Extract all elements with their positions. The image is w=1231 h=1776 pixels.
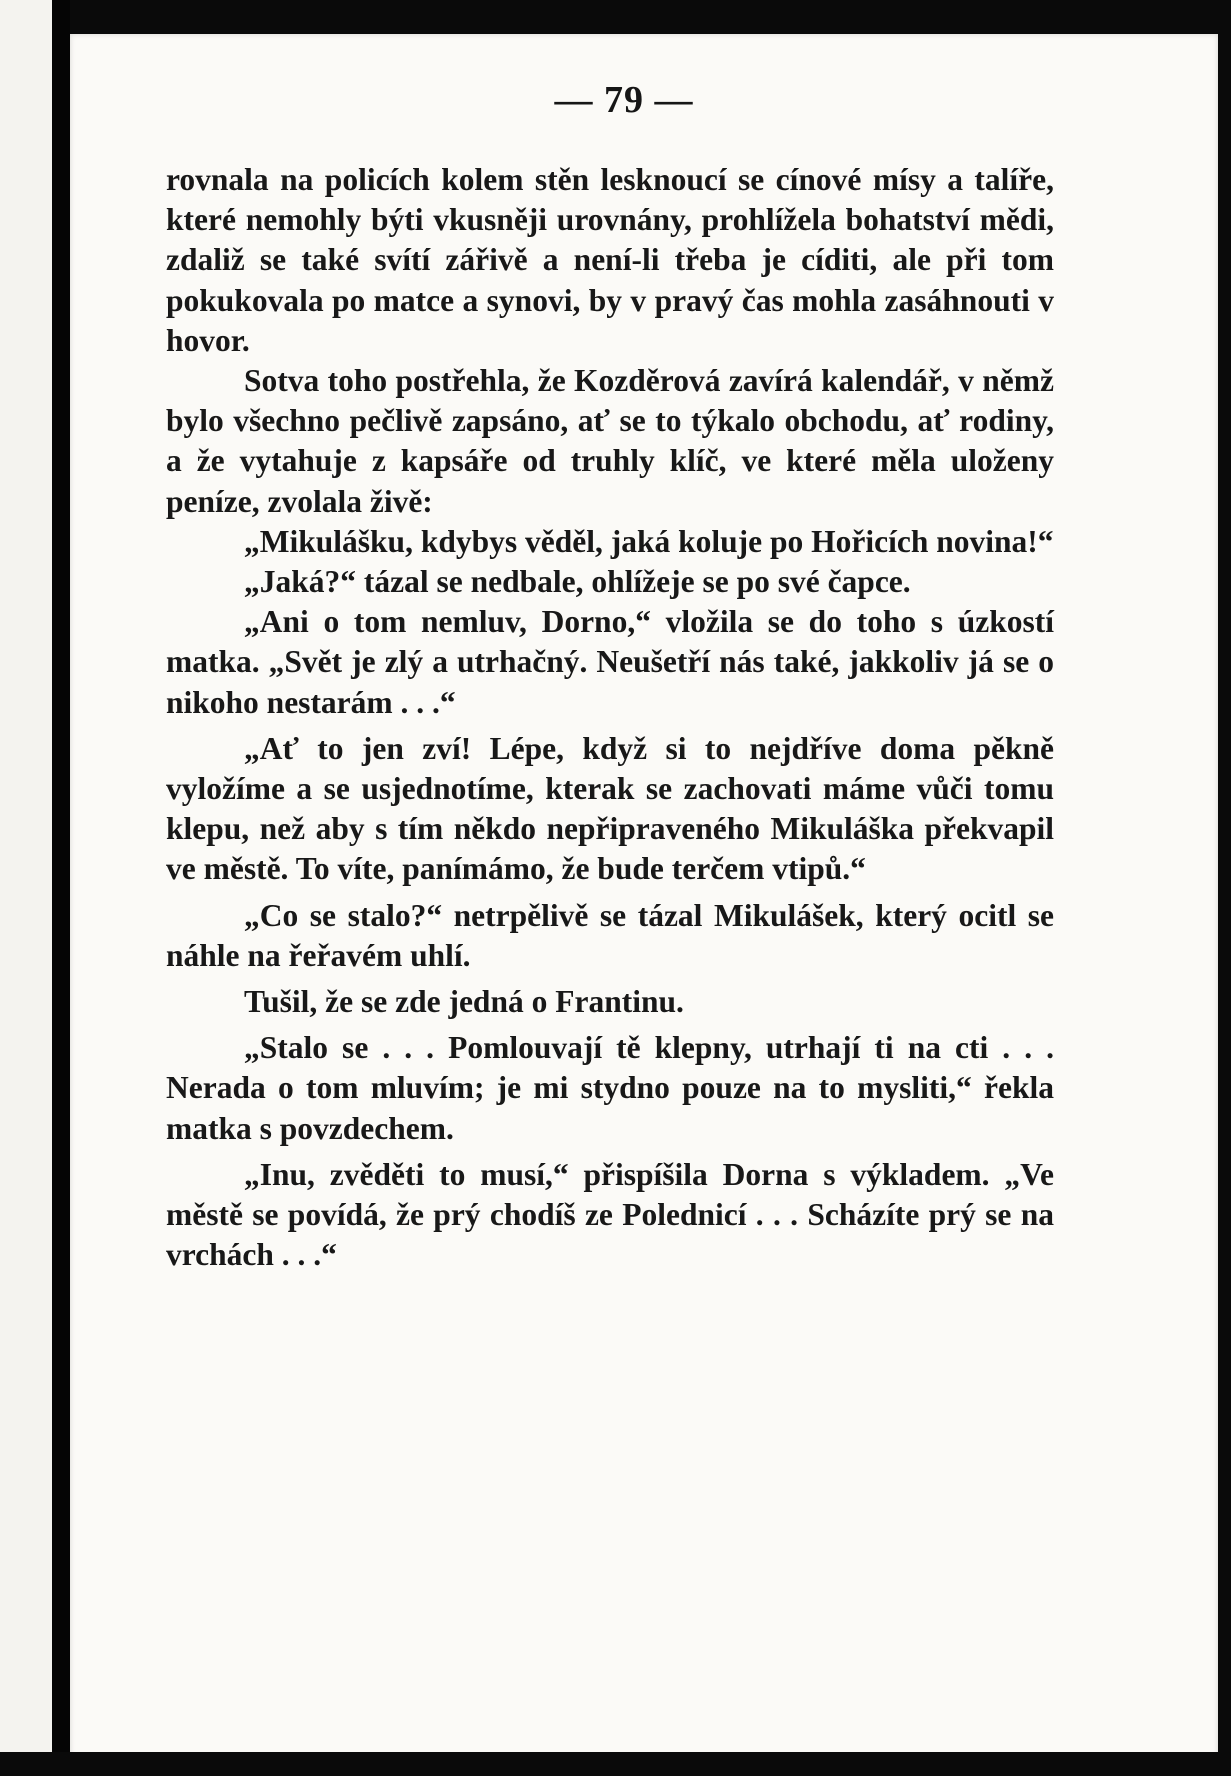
paragraph: rovnala na policích kolem stěn lesknoucí se cínové mísy a talíře, které nemohly býti vkusněji urovnány, prohlížela bohatství mědi, zdaliž se také svítí zářivě a není-li třeba je cíditi, ale při tom pokukovala po matce a synovi, by v pravý čas mohla zasáhnouti v hovor.	[166, 162, 1054, 358]
paragraph: „Mikulášku, kdybys věděl, jaká koluje po Hořicích novina!“	[244, 523, 1054, 559]
page-number: — 79 —	[554, 79, 694, 121]
page-sheet	[70, 34, 1218, 1776]
scan-bottom-border	[0, 1752, 1231, 1776]
book-gutter	[52, 0, 70, 1776]
previous-page-edge	[0, 0, 52, 1776]
text-body	[166, 160, 1054, 1275]
paragraph: „Jaká?“ tázal se nedbale, ohlížeje se po své čapce.	[244, 564, 911, 600]
paragraph: „Ani o tom nemluv, Dorno,“ vložila se do toho s úzkostí matka. „Svět je zlý a utrhačný. Neušetří nás také, jakkoliv já se o nikoho nestarám . . .“	[166, 604, 1054, 720]
paragraph: „Stalo se . . . Pomlouvají tě klepny, utrhají ti na cti . . . Nerada o tom mluvím; je mi stydno pouze na to mysliti,“ řekla matka s povzdechem.	[166, 1030, 1054, 1146]
paragraph: Sotva toho postřehla, že Kozděrová zavírá kalendář, v němž bylo všechno pečlivě zapsáno, ať se to týkalo obchodu, ať rodiny, a že vytahuje z kapsáře od truhly klíč, ve které měla uloženy peníze, zvolala živě:	[166, 363, 1054, 519]
paragraph: Tušil, že se zde jedná o Frantinu.	[244, 984, 684, 1020]
paragraph: „Co se stalo?“ netrpělivě se tázal Mikulášek, který ocitl se náhle na řeřavém uhlí.	[166, 897, 1054, 973]
paragraph: „Ať to jen zví! Lépe, když si to nejdříve doma pěkně vyložíme a se usjednotíme, kterak se zachovati máme vůči tomu klepu, než aby s tím někdo nepřipraveného Mikuláška překvapil ve městě. To víte, panímámo, že bude terčem vtipů.“	[166, 730, 1054, 887]
paragraph: „Inu, zvěděti to musí,“ přispíšila Dorna s výkladem. „Ve městě se povídá, že prý chodíš ze Polednicí . . . Scházíte prý se na vrchách . . .“	[166, 1156, 1054, 1273]
